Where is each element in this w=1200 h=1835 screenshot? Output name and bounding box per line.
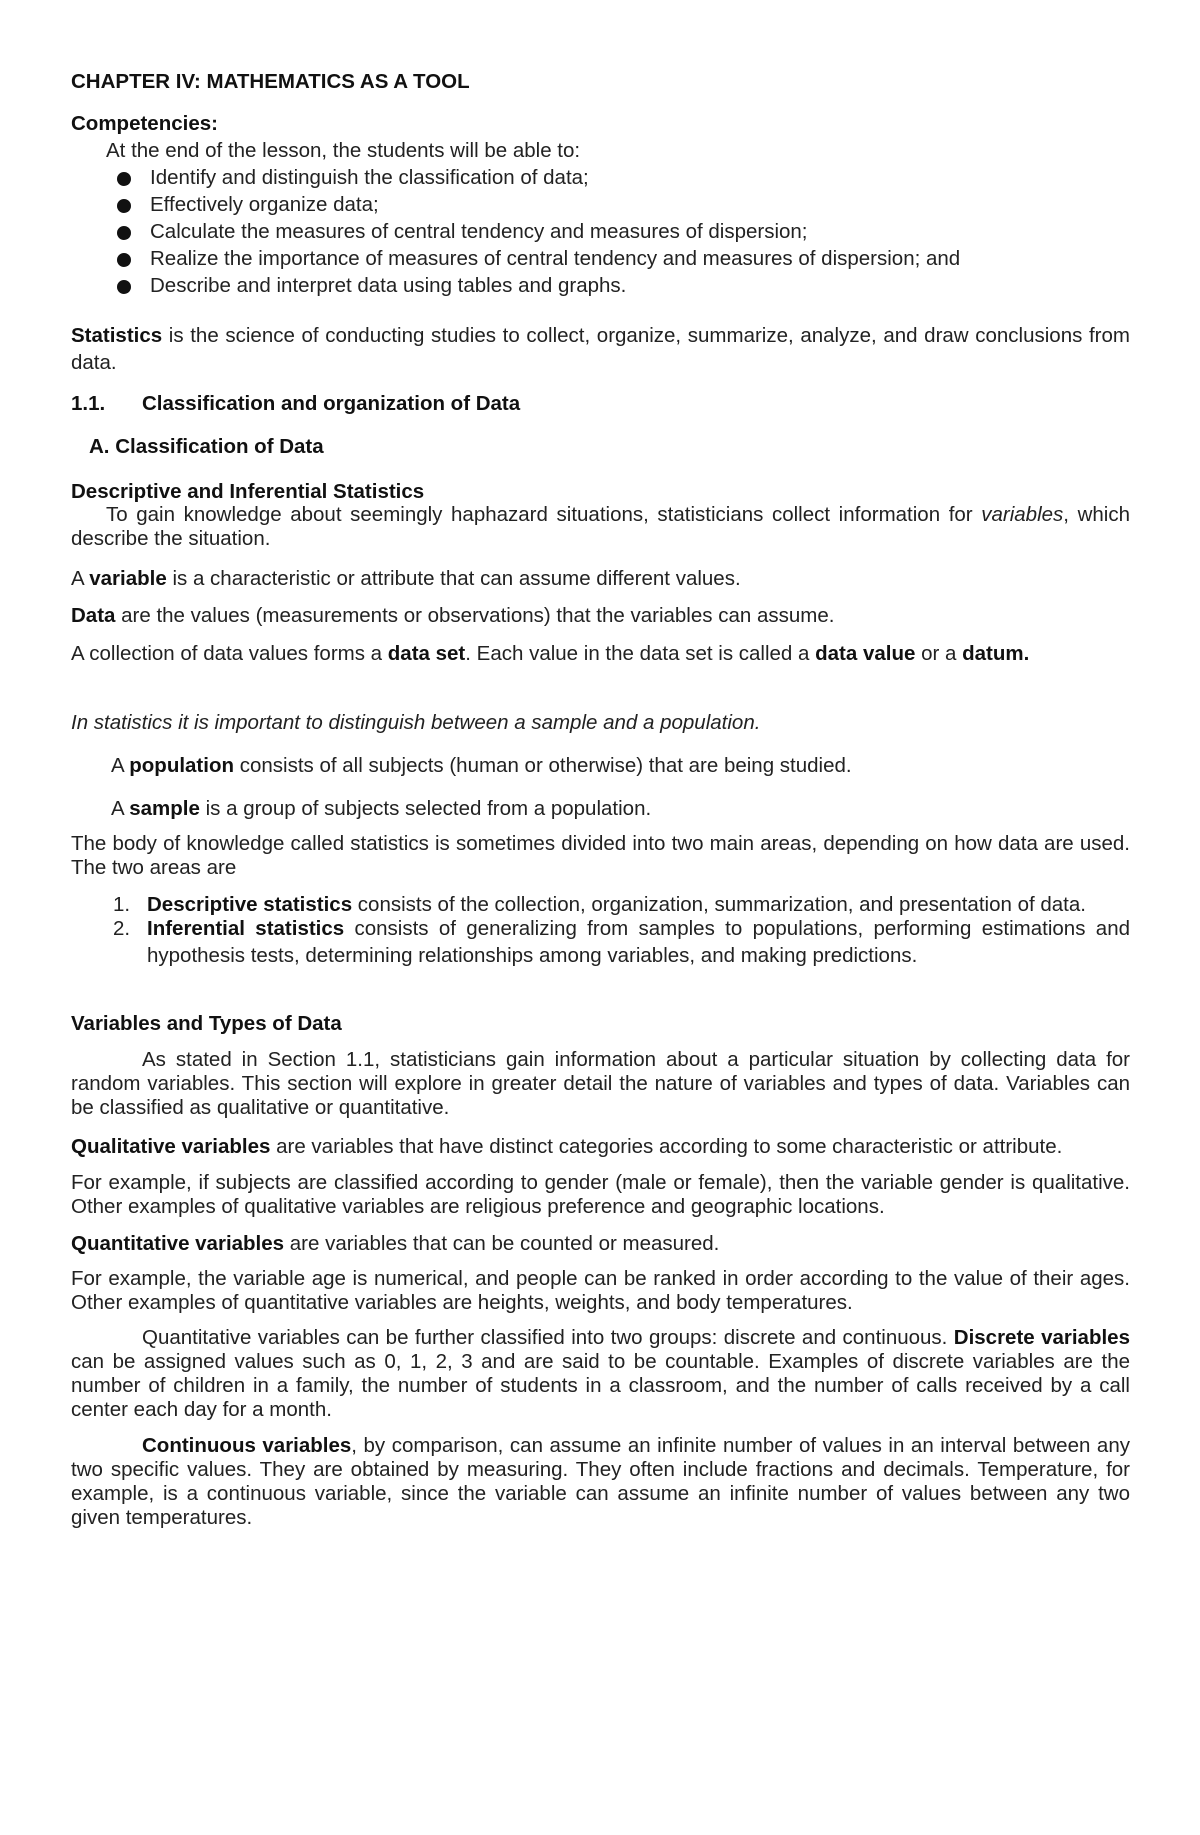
statistics-definition: Statistics is the science of conducting studies to collect, organize, summarize, analyze, and draw conclusions from data. <box>71 324 1130 374</box>
competencies-intro: At the end of the lesson, the students will be able to: <box>106 139 581 162</box>
bullet-icon <box>117 280 131 294</box>
competency-item: Identify and distinguish the classification of data; <box>71 164 1130 191</box>
population-definition: A population consists of all subjects (human or otherwise) that are being studied. <box>111 754 852 777</box>
competency-item: Describe and interpret data using tables and graphs. <box>71 272 1130 299</box>
chapter-title: CHAPTER IV: MATHEMATICS AS A TOOL <box>71 70 470 93</box>
variables-types-heading: Variables and Types of Data <box>71 1012 342 1035</box>
variables-types-intro: As stated in Section 1.1, statisticians gain information about a particular situation by collecting data for random variables. This section will explore in greater detail the nature of variables and types of data. Variables can be classified as qualitative or quantitative. <box>71 1048 1130 1119</box>
bullet-icon <box>117 172 131 186</box>
competencies-list <box>71 164 1130 299</box>
list-item: 2. Inferential statistics consists of generalizing from samples to populations, performing estimations and hypothesis tests, determining relationships among variables, and making predictions. <box>113 917 1130 967</box>
variable-definition: A variable is a characteristic or attribute that can assume different values. <box>71 567 741 590</box>
bullet-icon <box>117 199 131 213</box>
data-definition: Data are the values (measurements or observations) that the variables can assume. <box>71 604 835 627</box>
two-areas-intro: The body of knowledge called statistics is sometimes divided into two main areas, depending on how data are used. The two areas are <box>71 832 1130 879</box>
section-heading-1-1: 1.1. Classification and organization of Data <box>71 392 521 415</box>
discrete-variables-paragraph: Quantitative variables can be further classified into two groups: discrete and continuous. Discrete variables can be assigned values such as 0, 1, 2, 3 and are said to be countable. Examples of discrete variables are the number of children in a family, the number of students in a classroom, and the number of calls received by a call center each day for a month. <box>71 1326 1130 1421</box>
quantitative-definition: Quantitative variables are variables that can be counted or measured. <box>71 1232 720 1255</box>
continuous-variables-paragraph: Continuous variables, by comparison, can assume an infinite number of values in an interval between any two specific values. They are obtained by measuring. They often include fractions and decimals. Temperature, for example, is a continuous variable, since the variable can assume an infinite number of values between any two given temperatures. <box>71 1434 1130 1529</box>
subsection-heading-a: A. Classification of Data <box>89 435 324 458</box>
competency-item: Effectively organize data; <box>71 191 1130 218</box>
statistics-areas-list <box>71 891 1130 969</box>
qualitative-example: For example, if subjects are classified according to gender (male or female), then the variable gender is qualitative. Other examples of qualitative variables are religious preference and geographic locations. <box>71 1171 1130 1218</box>
competency-item: Calculate the measures of central tendency and measures of dispersion; <box>71 218 1130 245</box>
list-item: 1. Descriptive statistics consists of the collection, organization, summarization, and presentation of data. <box>113 893 1086 916</box>
competency-item: Realize the importance of measures of central tendency and measures of dispersion; and <box>71 245 1130 272</box>
bullet-icon <box>117 226 131 240</box>
bullet-icon <box>117 253 131 267</box>
descriptive-inferential-heading: Descriptive and Inferential Statistics <box>71 480 425 503</box>
qualitative-definition: Qualitative variables are variables that have distinct categories according to some characteristic or attribute. <box>71 1135 1063 1158</box>
sample-definition: A sample is a group of subjects selected from a population. <box>111 797 652 820</box>
descriptive-inferential-intro: To gain knowledge about seemingly haphazard situations, statisticians collect information for variables, which describe the situation. <box>71 503 1130 550</box>
data-set-definition: A collection of data values forms a data set. Each value in the data set is called a data value or a datum. <box>71 642 1030 665</box>
competencies-label: Competencies: <box>71 112 218 135</box>
sample-population-note: In statistics it is important to distinguish between a sample and a population. <box>71 711 761 734</box>
quantitative-example: For example, the variable age is numerical, and people can be ranked in order according to the value of their ages. Other examples of quantitative variables are heights, weights, and body temperatures. <box>71 1267 1130 1314</box>
